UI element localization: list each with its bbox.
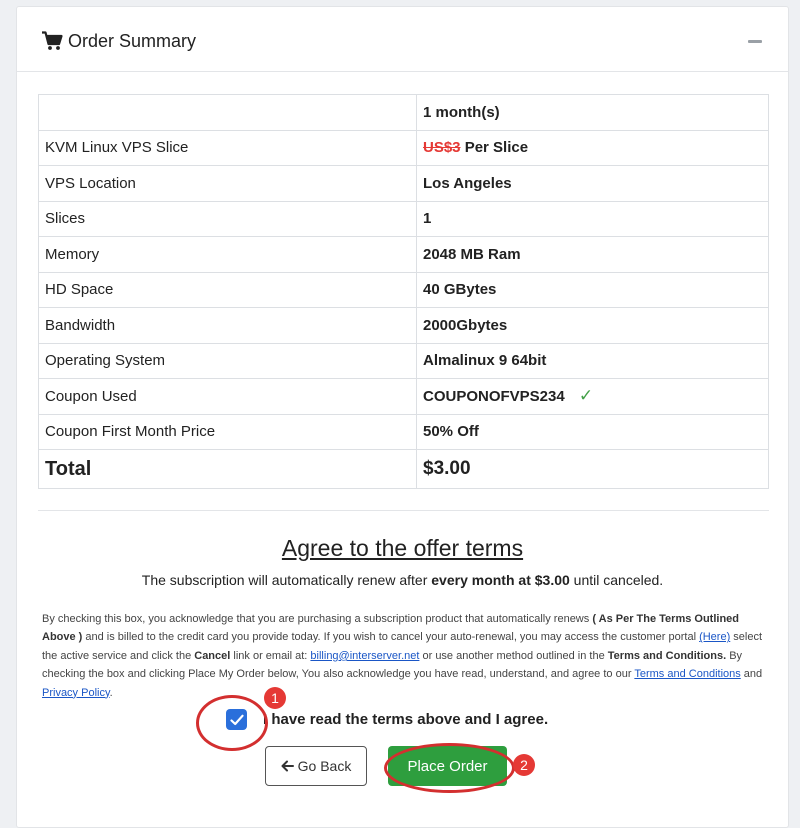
place-order-label: Place Order [407, 757, 488, 775]
legal-text: By checking this box, you acknowledge that you are purchasing a subscription product that automatically renews [42, 613, 593, 625]
renewal-text-post: until canceled. [569, 572, 664, 588]
legal-text: link or email at: [230, 649, 311, 662]
row-label: Coupon Used [39, 379, 417, 415]
row-value: 2000Gbytes [417, 308, 769, 344]
row-label: HD Space [39, 272, 417, 308]
order-summary-card [16, 6, 789, 828]
billing-email-link[interactable]: billing@interserver.net [310, 649, 420, 662]
renewal-notice [17, 572, 788, 588]
annotation-circle-2 [384, 743, 515, 793]
card-header [17, 7, 788, 72]
total-value: $3.00 [417, 450, 769, 489]
row-value [417, 130, 769, 166]
privacy-policy-link[interactable]: Privacy Policy [42, 686, 110, 699]
legal-text: select the active service and click the [42, 631, 763, 662]
terms-link[interactable]: Terms and Conditions [634, 668, 741, 681]
total-row [39, 450, 769, 489]
legal-text: . [109, 686, 113, 699]
table-row [39, 166, 769, 202]
row-label: Memory [39, 237, 417, 273]
total-label: Total [39, 450, 417, 489]
row-value: 2048 MB Ram [417, 237, 769, 273]
go-back-label: Go Back [297, 758, 352, 774]
terms-heading: Agree to the offer terms [281, 535, 524, 561]
table-row [39, 414, 769, 450]
go-back-button[interactable] [265, 746, 367, 786]
row-value: Los Angeles [417, 166, 769, 202]
term-header: 1 month(s) [417, 95, 769, 131]
legal-text: By checking the box and clicking Place My Order below, You also acknowledge you have read, understand, and agree to our [42, 649, 743, 681]
agree-label[interactable]: I have read the terms above and I agree. [263, 711, 549, 728]
price-unit: Per Slice [464, 139, 529, 157]
legal-text: and is billed to the credit card you provide today. If you wish to cancel your auto-renewal, you may access the customer portal [82, 631, 700, 644]
legal-bold: Terms and Conditions. [607, 649, 727, 662]
legal-text: or use another method outlined in the [419, 649, 608, 662]
table-header-row [39, 95, 769, 131]
section-divider [38, 510, 769, 511]
annotation-badge-2: 2 [513, 754, 535, 776]
shopping-cart-icon [41, 31, 63, 51]
annotation-circle-1 [196, 695, 268, 751]
table-row [39, 308, 769, 344]
row-label: Coupon First Month Price [39, 414, 417, 450]
legal-text: and [740, 668, 763, 681]
customer-portal-link[interactable]: (Here) [699, 631, 731, 644]
row-value [417, 379, 769, 415]
page-title: Order Summary [68, 31, 197, 51]
row-label: Operating System [39, 343, 417, 379]
row-label: Slices [39, 201, 417, 237]
agree-checkbox-row[interactable] [226, 709, 548, 730]
legal-bold: Cancel [194, 649, 231, 662]
arrow-left-icon [281, 760, 294, 772]
table-row [39, 237, 769, 273]
table-cell-empty [39, 95, 417, 131]
order-summary-table [38, 94, 769, 489]
row-label: VPS Location [39, 166, 417, 202]
table-row [39, 130, 769, 166]
row-value: 50% Off [417, 414, 769, 450]
collapse-minus-icon[interactable] [748, 40, 762, 43]
table-row [39, 379, 769, 415]
table-row [39, 343, 769, 379]
old-price: US$3 [423, 139, 461, 157]
renewal-text-pre: The subscription will automatically renew after [141, 572, 432, 588]
annotation-badge-1: 1 [264, 687, 286, 709]
table-row [39, 272, 769, 308]
legal-disclaimer [42, 610, 772, 702]
legal-bold: ( As Per The Terms Outlined Above ) [42, 613, 740, 644]
coupon-code: COUPONOFVPS234 [423, 388, 565, 406]
row-value: 1 [417, 201, 769, 237]
row-label: KVM Linux VPS Slice [39, 130, 417, 166]
coupon-valid-check-icon: ✓ [578, 386, 594, 406]
row-value: 40 GBytes [417, 272, 769, 308]
row-value: Almalinux 9 64bit [417, 343, 769, 379]
table-row [39, 201, 769, 237]
row-label: Bandwidth [39, 308, 417, 344]
renewal-text-bold: every month at $3.00 [431, 572, 570, 588]
